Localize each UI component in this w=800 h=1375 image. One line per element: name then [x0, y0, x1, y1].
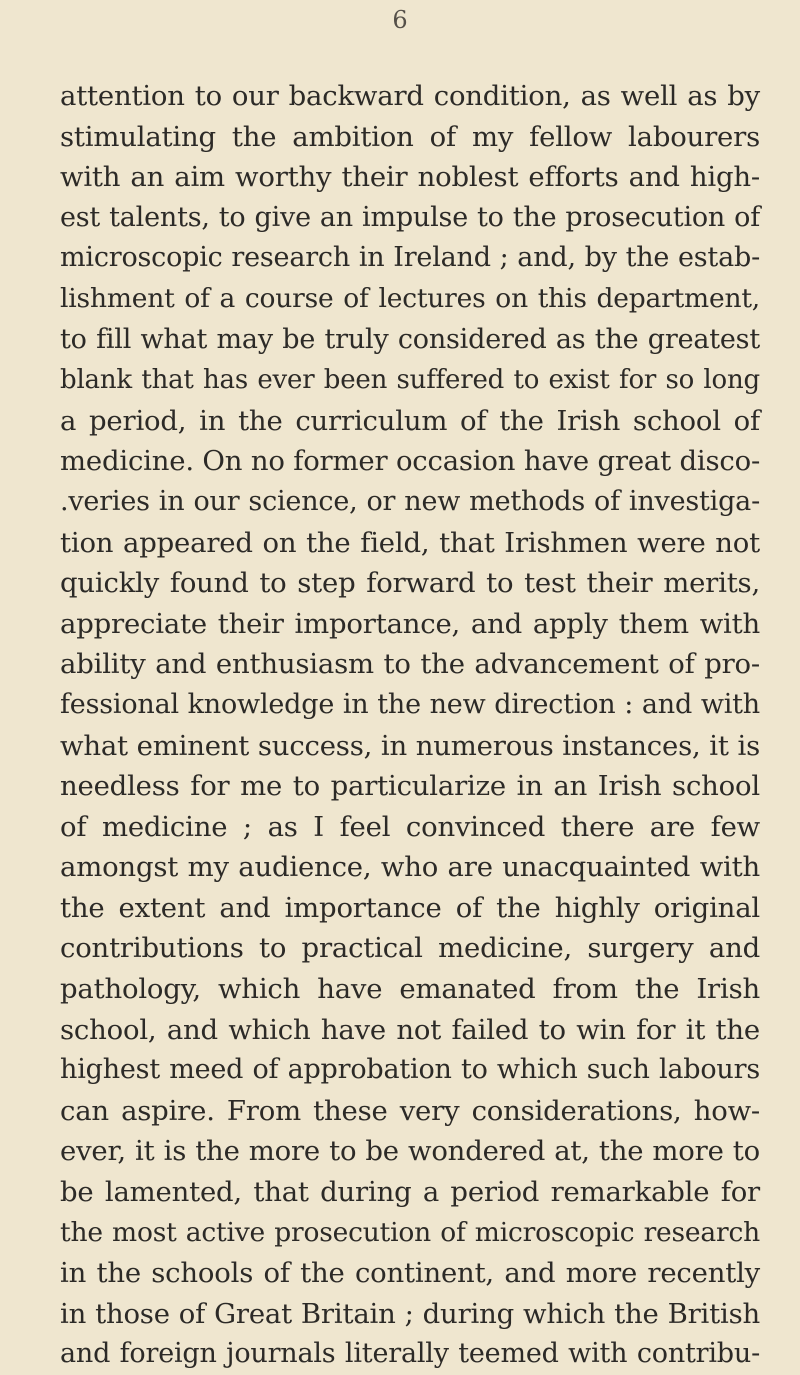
body-text — [60, 76, 760, 1375]
text-line: attention to our backward condition, as well as by — [60, 80, 760, 112]
text-line: with an aim worthy their noblest efforts and high- — [60, 161, 760, 194]
text-line: contributions to practical medicine, surgery and — [60, 932, 760, 965]
text-line: est talents, to give an impulse to the prosecution of — [60, 201, 760, 233]
text-line: can aspire. From these very considerations, how- — [60, 1094, 760, 1127]
text-line: to fill what may be truly considered as the greatest — [60, 323, 760, 355]
text-line: of medicine ; as I feel convinced there are few — [60, 810, 760, 843]
text-line: a period, in the curriculum of the Irish school of — [60, 404, 760, 437]
text-line: tion appeared on the field, that Irishmen were not — [60, 526, 760, 559]
text-line: the most active prosecution of microscopic research — [60, 1216, 760, 1248]
text-line: what eminent success, in numerous instances, it is — [60, 729, 760, 762]
text-line: highest meed of approbation to which such labours — [60, 1054, 760, 1086]
text-line: medicine. On no former occasion have great disco- — [60, 445, 761, 478]
text-line: needless for me to particularize in an Irish school — [60, 770, 760, 803]
text-line: quickly found to step forward to test their merits, — [60, 567, 760, 600]
text-line: be lamented, that during a period remarkable for — [60, 1176, 760, 1209]
text-line: blank that has ever been suffered to exist for so long — [60, 365, 760, 396]
text-line: stimulating the ambition of my fellow labourers — [60, 120, 760, 153]
text-line: amongst my audience, who are unacquainted with — [60, 851, 760, 884]
text-line: and foreign journals literally teemed with contribu- — [60, 1338, 760, 1370]
text-line: school, and which have not failed to win for it the — [60, 1013, 760, 1046]
page-number: 6 — [392, 6, 408, 34]
text-line: appreciate their importance, and apply them with — [60, 607, 760, 640]
text-line: the extent and importance of the highly original — [60, 891, 760, 924]
text-line: fessional knowledge in the new direction : and with — [60, 688, 760, 720]
text-line: lishment of a course of lectures on this department, — [60, 282, 760, 314]
text-line: in the schools of the continent, and more recently — [60, 1257, 760, 1290]
text-line: ability and enthusiasm to the advancement of pro- — [60, 648, 760, 681]
text-line: pathology, which have emanated from the Irish — [60, 973, 760, 1006]
text-line: in those of Great Britain ; during which the British — [60, 1297, 760, 1330]
text-line: ever, it is the more to be wondered at, the more to — [60, 1135, 760, 1168]
text-line: microscopic research in Ireland ; and, by the estab- — [60, 242, 760, 274]
text-line: .veries in our science, or new methods of investiga- — [60, 485, 760, 517]
